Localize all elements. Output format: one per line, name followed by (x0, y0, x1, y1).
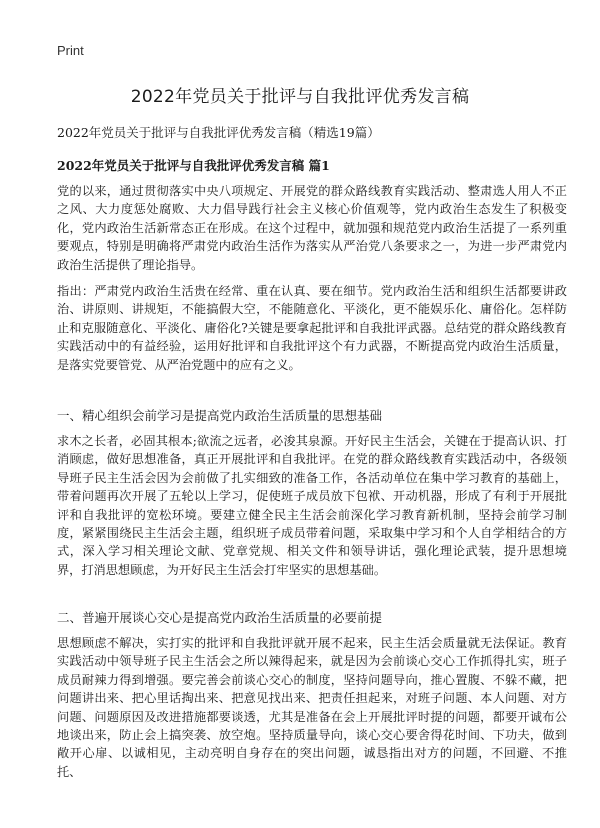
subheading-2: 二、普遍开展谈心交心是提高党内政治生活质量的必要前提 (57, 610, 383, 625)
paragraph-4: 思想顾虑不解决，实打实的批评和自我批评就开展不起来，民主生活会质量就无法保证。教育实践活动中领导班子民主生活会之所以辣得起来，就是因为会前谈心交心工作抓得扎实，班子成员耐辣力得到增强。要完善会前谈心交心的制度，坚持问题导向，推心置腹、不躲不藏，把问题讲出来、把心里话掏出来、把意见找出来、把责任担起来，对班子问题、本人问题、对方问题、问题原因及改进措施都要谈透，尤其是准备在会上开展批评时提的问题，都要开诚布公地谈出来，防止会上搞突袭、放空炮。坚持质量导向，谈心交心要舍得花时间、下功夫，做到敞开心扉、以诚相见，主动亮明自身存在的突出问题，诚恳指出对方的问题，不回避、不推托、 (57, 636, 567, 779)
paragraph-2: 指出：严肃党内政治生活贵在经常、重在认真、要在细节。党内政治生活和组织生活都要讲政治、讲原则、讲规矩，不能搞假大空，不能随意化、平淡化，更不能娱乐化、庸俗化。怎样防止和克服随意化、平淡化、庸俗化?关键是要拿起批评和自我批评武器。总结党的群众路线教育实践活动中的有益经验，运用好批评和自我批评这个有力武器，不断提高党内政治生活质量，是落实党要管党、从严治党题中的应有之义。 (57, 284, 567, 372)
print-link[interactable]: Print (57, 43, 84, 58)
document-title: 2022年党员关于批评与自我批评优秀发言稿 (130, 87, 470, 107)
document-subtitle: 2022年党员关于批评与自我批评优秀发言稿（精选19篇） (57, 125, 380, 140)
section-heading: 2022年党员关于批评与自我批评优秀发言稿 篇1 (57, 158, 330, 173)
paragraph-1: 党的以来，通过贯彻落实中央八项规定、开展党的群众路线教育实践活动、整肃选人用人不正之风、大力度惩处腐败、大力倡导践行社会主义核心价值观等，党内政治生态发生了积极变化，党内政治生活新常态正在形成。在这个过程中，就加强和规范党内政治生活提了一系列重要观点，特别是明确将严肃党内政治生活作为落实从严治党八条要求之一，为进一步严肃党内政治生活提供了理论指导。 (57, 184, 567, 272)
paragraph-3: 求木之长者，必固其根本;欲流之远者，必浚其泉源。开好民主生活会，关键在于提高认识、打消顾虑，做好思想准备，真正开展批评和自我批评。在党的群众路线教育实践活动中，各级领导班子民主生活会因为会前做了扎实细致的准备工作，各活动单位在集中学习教育的基础上，带着问题再次开展了五轮以上学习，促使班子成员放下包袱、开动机器，形成了有利于开展批评和自我批评的宽松环境。要建立健全民主生活会前深化学习教育新机制，坚持会前学习制度，紧紧围绕民主生活会主题，组织班子成员带着问题，采取集中学习和个人自学相结合的方式，深入学习相关理论文献、党章党规、相关文件和领导讲话，强化理论武装，提升思想境界，打消思想顾虑，为开好民主生活会打牢坚实的思想基础。 (57, 434, 567, 577)
subheading-1: 一、精心组织会前学习是提高党内政治生活质量的思想基础 (57, 408, 383, 423)
